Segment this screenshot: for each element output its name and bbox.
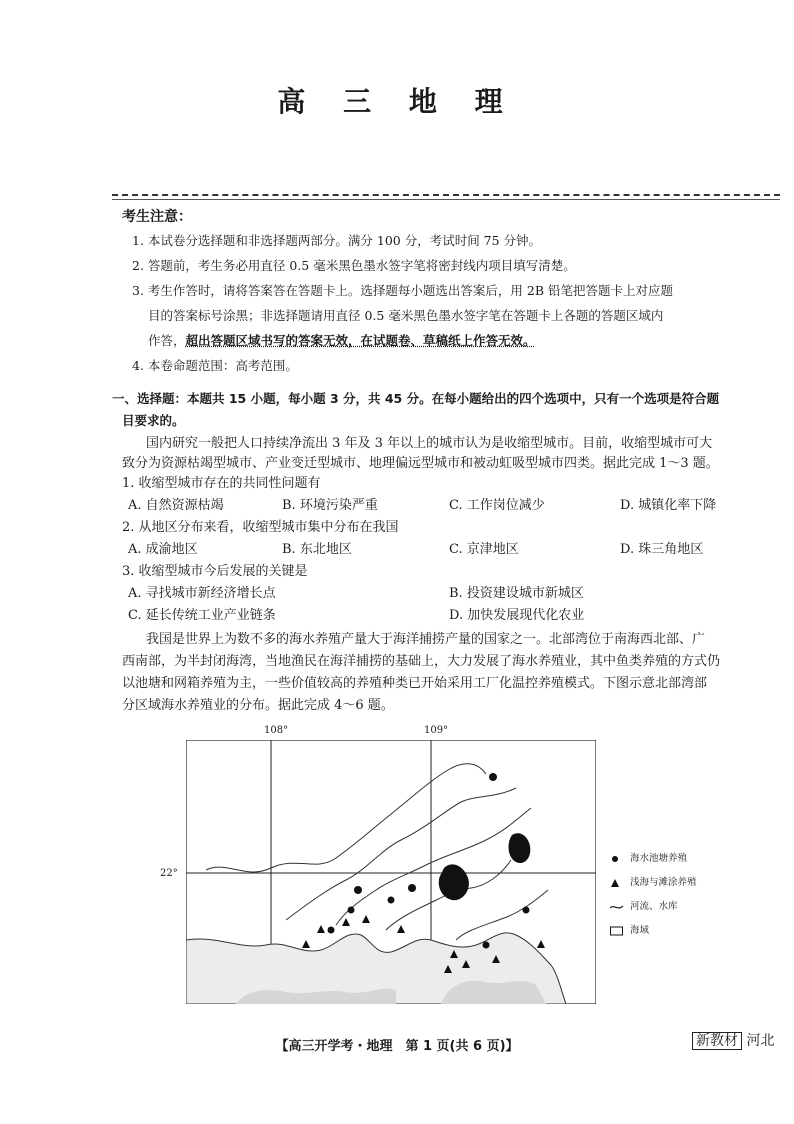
- pond-culture-legend-icon: [610, 854, 624, 864]
- lon-label: 108°: [264, 725, 289, 736]
- legend-label: 浅海与滩涂养殖: [630, 877, 697, 888]
- section-heading-cont: 目要求的。: [122, 413, 185, 428]
- river-legend-icon: [610, 902, 624, 912]
- legend-item: [610, 900, 697, 914]
- seal-line: [112, 194, 780, 196]
- shallow-sea-culture-legend-icon: [610, 878, 624, 888]
- map-svg: [186, 740, 596, 1004]
- legend-item: [610, 876, 697, 890]
- passage-line: 国内研究一般把人口持续净流出 3 年及 3 年以上的城市认为是收缩型城市。目前，收缩型城市可大: [146, 436, 713, 451]
- option: B. 环境污染严重: [282, 498, 378, 513]
- passage-line: 分区域海水养殖业的分布。据此完成 4～6 题。: [122, 698, 394, 713]
- pond-culture-point: [483, 942, 490, 949]
- notice-item-text: 作答，: [148, 333, 186, 348]
- map-legend: [610, 852, 697, 938]
- sea-legend-icon: [610, 926, 624, 936]
- option: C. 延长传统工业产业链条: [128, 608, 276, 623]
- question-stem: 2. 从地区分布来看，收缩型城市集中分布在我国: [122, 520, 399, 535]
- beibu-gulf-map: [160, 725, 596, 1004]
- notice-heading: 考生注意：: [122, 209, 192, 225]
- notice-item-emphasis: 超出答题区域书写的答案无效，在试题卷、草稿纸上作答无效。: [185, 333, 536, 348]
- passage-line: 西南部，为半封闭海湾，当地渔民在海洋捕捞的基础上，大力发展了海水养殖业，其中鱼类养殖的方式仍: [122, 654, 721, 669]
- option: C. 京津地区: [449, 542, 519, 557]
- page-title: 高 三 地 理: [277, 85, 517, 118]
- notice-item: [148, 328, 536, 353]
- pond-culture-point: [408, 884, 416, 892]
- question-stem: 1. 收缩型城市存在的共同性问题有: [122, 476, 321, 491]
- option: A. 成渝地区: [128, 542, 198, 557]
- pond-culture-point: [388, 897, 395, 904]
- legend-item: [610, 852, 697, 866]
- passage-line: 致分为资源枯竭型城市、产业变迁型城市、地理偏远型城市和被动虹吸型城市四类。据此完成 1～3 题。: [122, 456, 719, 471]
- notice-item: 目的答案标号涂黑；非选择题请用直径 0.5 毫米黑色墨水签字笔在答题卡上各题的答题区域内: [148, 308, 664, 323]
- pond-culture-point: [348, 907, 355, 914]
- notice-item: 3. 考生作答时，请将答案答在答题卡上。选择题每小题选出答案后，用 2B 铅笔把答题卡上对应题: [132, 283, 673, 298]
- passage-line: 我国是世界上为数不多的海水养殖产量大于海洋捕捞产量的国家之一。北部湾位于南海西北部、广: [146, 632, 706, 647]
- notice-item: 2. 答题前，考生务必用直径 0.5 毫米黑色墨水签字笔将密封线内项目填写清楚。: [132, 258, 576, 273]
- option: A. 寻找城市新经济增长点: [128, 586, 276, 601]
- notice-item: 4. 本卷命题范围：高考范围。: [132, 358, 298, 373]
- passage-line: 以池塘和网箱养殖为主，一些价值较高的养殖种类已开始采用工厂化温控养殖模式。下图示意北部湾部: [122, 676, 708, 691]
- option: A. 自然资源枯竭: [128, 498, 224, 513]
- new-textbook-label: 新教材: [692, 1032, 742, 1050]
- section-heading: 一、选择题：本题共 15 小题，每小题 3 分，共 45 分。在每小题给出的四个选项中，只有一个选项是符合题: [112, 391, 720, 406]
- lon-label: 109°: [424, 725, 449, 736]
- page-footer: 【高三开学考・地理 第 1 页(共 6 页)】: [275, 1039, 519, 1054]
- option: D. 加快发展现代化农业: [449, 608, 585, 623]
- pond-culture-point: [489, 773, 497, 781]
- option: D. 珠三角地区: [620, 542, 704, 557]
- legend-item: [610, 924, 697, 938]
- option: C. 工作岗位减少: [449, 498, 545, 513]
- divider: [112, 199, 780, 200]
- legend-label: 海水池塘养殖: [630, 853, 688, 864]
- pond-culture-point: [328, 927, 335, 934]
- question-stem: 3. 收缩型城市今后发展的关键是: [122, 564, 308, 579]
- legend-label: 海域: [630, 925, 650, 936]
- pond-culture-point: [354, 886, 362, 894]
- option: D. 城镇化率下降: [620, 498, 717, 513]
- region-label: 河北: [746, 1033, 775, 1049]
- edition-badge: [692, 1030, 774, 1050]
- legend-label: 河流、水库: [630, 901, 678, 912]
- option: B. 投资建设城市新城区: [449, 586, 584, 601]
- notice-item: 1. 本试卷分选择题和非选择题两部分。满分 100 分，考试时间 75 分钟。: [132, 233, 542, 248]
- pond-culture-point: [523, 907, 530, 914]
- lat-label: 22°: [160, 868, 178, 879]
- option: B. 东北地区: [282, 542, 352, 557]
